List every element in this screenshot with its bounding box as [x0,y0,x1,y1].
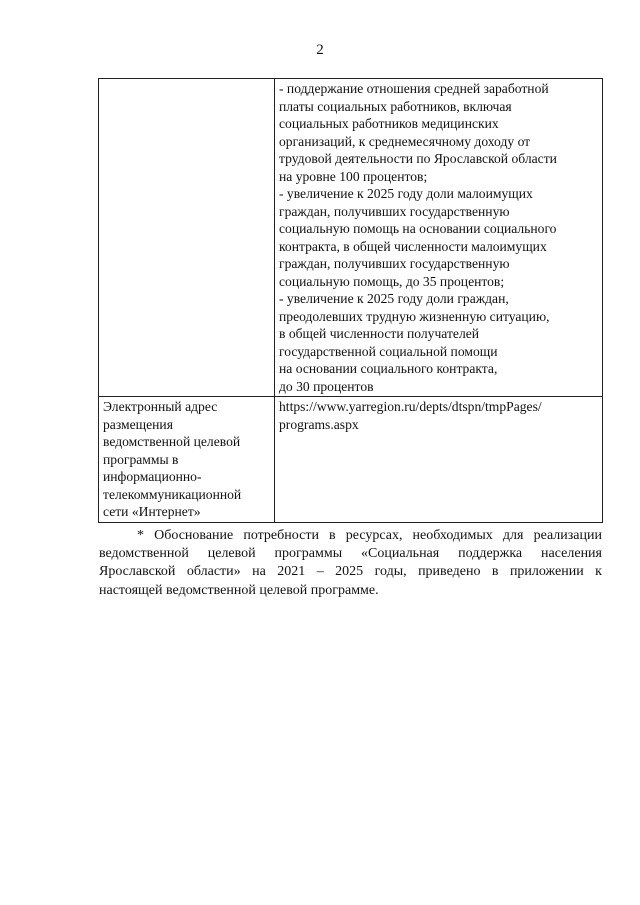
cell-line: организаций, к среднемесячному доходу от [279,133,531,149]
cell-line: на уровне 100 процентов; [279,168,428,184]
url-cell [275,397,603,523]
footnote-line: настоящей ведомственной целевой программе. [99,582,379,598]
footnote-line: ведомственной целевой программы «Социальная поддержка населения [99,546,602,562]
cell-line: платы социальных работников, включая [279,98,512,114]
cell-line: граждан, получивших государственную [279,203,510,219]
cell-line: социальную помощь на основании социального [279,221,557,236]
cell-line: телекоммуникационной [103,486,242,502]
cell-line: государственной социальной помощи [279,343,498,359]
cell-line: - увеличение к 2025 году доли граждан, [279,291,509,306]
cell-line: преодолевших трудную жизненную ситуацию, [279,308,550,324]
row-label-cell [99,79,275,397]
cell-line: социальных работников медицинских [279,116,499,131]
indicators-cell [275,79,603,397]
cell-line: до 30 процентов [279,378,374,394]
program-table [98,78,603,523]
cell-line: на основании социального контракта, [279,361,498,376]
cell-line: информационно- [103,469,202,484]
footnote [99,527,602,600]
page-number: 2 [316,42,324,58]
program-url-line: programs.aspx [279,416,359,432]
footnote-line: Ярославской области» на 2021 – 2025 годы, приведено в приложении к [99,564,602,580]
table-row [99,79,603,397]
cell-line: сети «Интернет» [103,504,201,519]
cell-line: социальную помощь, до 35 процентов; [279,273,505,289]
program-url-line: https://www.yarregion.ru/depts/dtspn/tmpPages/ [279,399,542,414]
cell-line: в общей численности получателей [279,326,480,341]
cell-line: граждан, получивших государственную [279,256,510,271]
cell-line: программы в [103,451,179,467]
row-label-cell [99,397,275,523]
cell-line: ведомственной целевой [103,434,241,449]
cell-line: - увеличение к 2025 году доли малоимущих [279,186,533,201]
cell-line: Электронный адрес [103,399,218,414]
cell-line: трудовой деятельности по Ярославской области [279,151,557,166]
cell-line: размещения [103,416,173,432]
cell-line: контракта, в общей численности малоимущих [279,238,547,254]
table-row [99,397,603,523]
cell-line: - поддержание отношения средней заработной [279,81,549,96]
footnote-line: * Обоснование потребности в ресурсах, необходимых для реализации [137,528,602,543]
